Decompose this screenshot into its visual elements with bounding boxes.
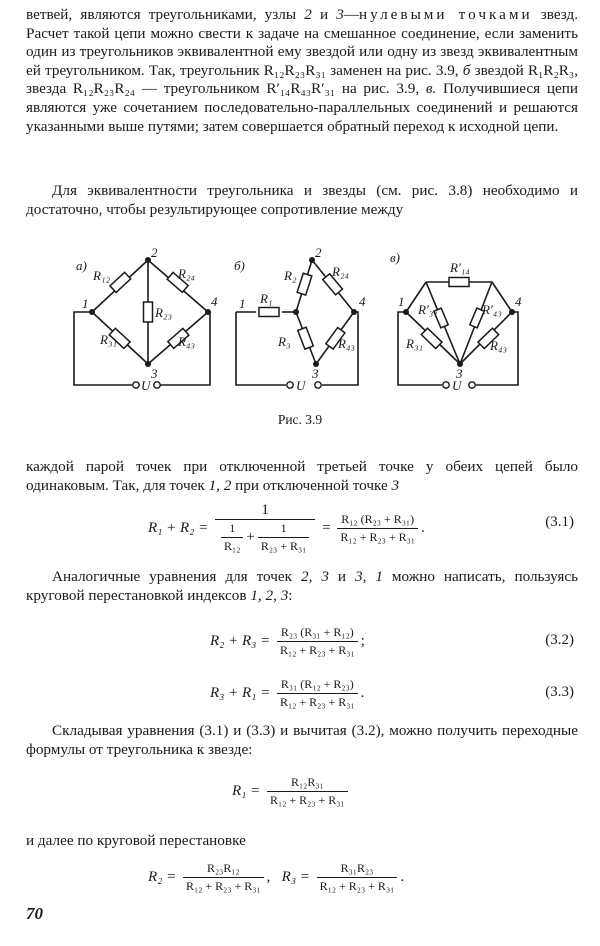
resistor-label: R′₁₄ (450, 260, 470, 275)
resistor-label: R₂₃ (155, 305, 172, 320)
node-label: 3 (312, 366, 319, 381)
node-label: 1 (239, 296, 246, 311)
paragraph-pairs: каждой парой точек при отключенной третьей точке у обеих цепей было одинаковым. Так, для точек 1, 2 при отключенной точке 3 (26, 458, 578, 494)
node-label: 1 (398, 294, 405, 309)
node-label: 3 (151, 366, 158, 381)
resistor-label: R₃₁ (406, 336, 423, 351)
resistor-label: R₁ (260, 291, 273, 306)
resistor-label: R₁₂ (93, 268, 110, 283)
paragraph-permutation: и далее по круговой перестановке (26, 832, 246, 849)
panel-label-a: а) (76, 258, 87, 273)
figure-caption: Рис. 3.9 (277, 412, 323, 427)
equation-3-1: R₁ + R₂ = 1 $\frac{1}{\text{R₁₂}}$ + $\frac{1}{\text{R₂₃ + R₃₁}}$ = $\frac{\text{R₁₂ (R₂₃ + R₃₁)}}{\text{R₁₂ + R₂₃ + R₃₁}}$ . (148, 502, 425, 553)
node-label: 4 (211, 294, 218, 309)
resistor-label: R′₃₁ (418, 302, 438, 317)
paragraph-intro: ветвей, являются треугольниками, узлы 2 и 3—нулевыми точками звезд. Расчет такой цепи можно свести к задаче на смешанное соединение, если заменить один из треугольников эквивалентной ему звездой или одну из звезд эквивалентным ей треугольником. Так, треугольник R₁₂R₂₃R₃₁ заменен на рис. 3.9, б звездой R₁R₂R₃, звезда R₁₂R₂₃R₂₄ — треугольником R′₁₄R₄₃R′₃₁ на рис. 3.9, в. Получившиеся цепи являются уже сочетанием последовательно-параллельных соединений и решаются указанными выше путями; затем совершается обратный переход к исходной цепи. (26, 6, 579, 135)
node-label: 3 (456, 366, 463, 381)
resistor-label: R₄₃ (178, 334, 195, 349)
node-label: 4 (359, 294, 366, 309)
page-number: 70 (26, 904, 43, 923)
voltage-label: U (141, 378, 151, 393)
panel-label-b: б) (234, 258, 245, 273)
resistor-label: R₃₁ (100, 332, 117, 347)
paragraph-equivalence: Для эквивалентности треугольника и звезды (см. рис. 3.8) необходимо и достаточно, чтобы результирующее сопротивление между (26, 182, 578, 218)
panel-label-c: в) (390, 250, 400, 265)
equation-r1: R₁ = $\frac{\text{R₁₂R₃₁}}{\text{R₁₂ + R₂₃ + R₃₁}}$ (232, 774, 432, 809)
equation-number: (3.2) (545, 632, 574, 648)
voltage-label: U (296, 378, 306, 393)
resistor-label: R₂ (284, 268, 297, 283)
resistor-label: R₄₃ (490, 338, 507, 353)
equation-3-2: R₂ + R₃ = $\frac{\text{R₂₃ (R₃₁ + R₁₂)}}{\text{R₁₂ + R₂₃ + R₃₁}}$ ; (210, 625, 365, 657)
equation-number: (3.3) (545, 684, 574, 700)
voltage-label: U (452, 378, 462, 393)
resistor-label: R₂₄ (178, 266, 195, 281)
figure-3-9 (60, 240, 540, 400)
equation-number: (3.1) (545, 514, 574, 530)
paragraph-summing: Складывая уравнения (3.1) и (3.3) и вычитая (3.2), можно получить переходные формулы от треугольника к звезде: (26, 722, 578, 758)
node-label: 4 (515, 294, 522, 309)
node-label: 1 (82, 296, 89, 311)
paragraph-analogous: Аналогичные уравнения для точек 2, 3 и 3, 1 можно написать, пользуясь круговой перестановкой индексов 1, 2, 3: (26, 568, 579, 604)
equation-3-3: R₃ + R₁ = $\frac{\text{R₃₁ (R₁₂ + R₂₃)}}{\text{R₁₂ + R₂₃ + R₃₁}}$ . (210, 677, 365, 709)
resistor-label: R′₄₃ (482, 302, 502, 317)
resistor-label: R₄₃ (338, 336, 355, 351)
node-label: 2 (151, 245, 158, 260)
node-label: 2 (315, 245, 322, 260)
equation-r2-r3: R₂ = $\frac{\text{R₂₃R₁₂}}{\text{R₁₂ + R₂₃ + R₃₁}}$ , R₃ = $\frac{\text{R₃₁R₂₃}}{\text{R₁₂ + R₂₃ + R₃₁}}$ . (148, 861, 405, 893)
resistor-label: R₃ (278, 334, 291, 349)
resistor-label: R₂₄ (332, 264, 349, 279)
